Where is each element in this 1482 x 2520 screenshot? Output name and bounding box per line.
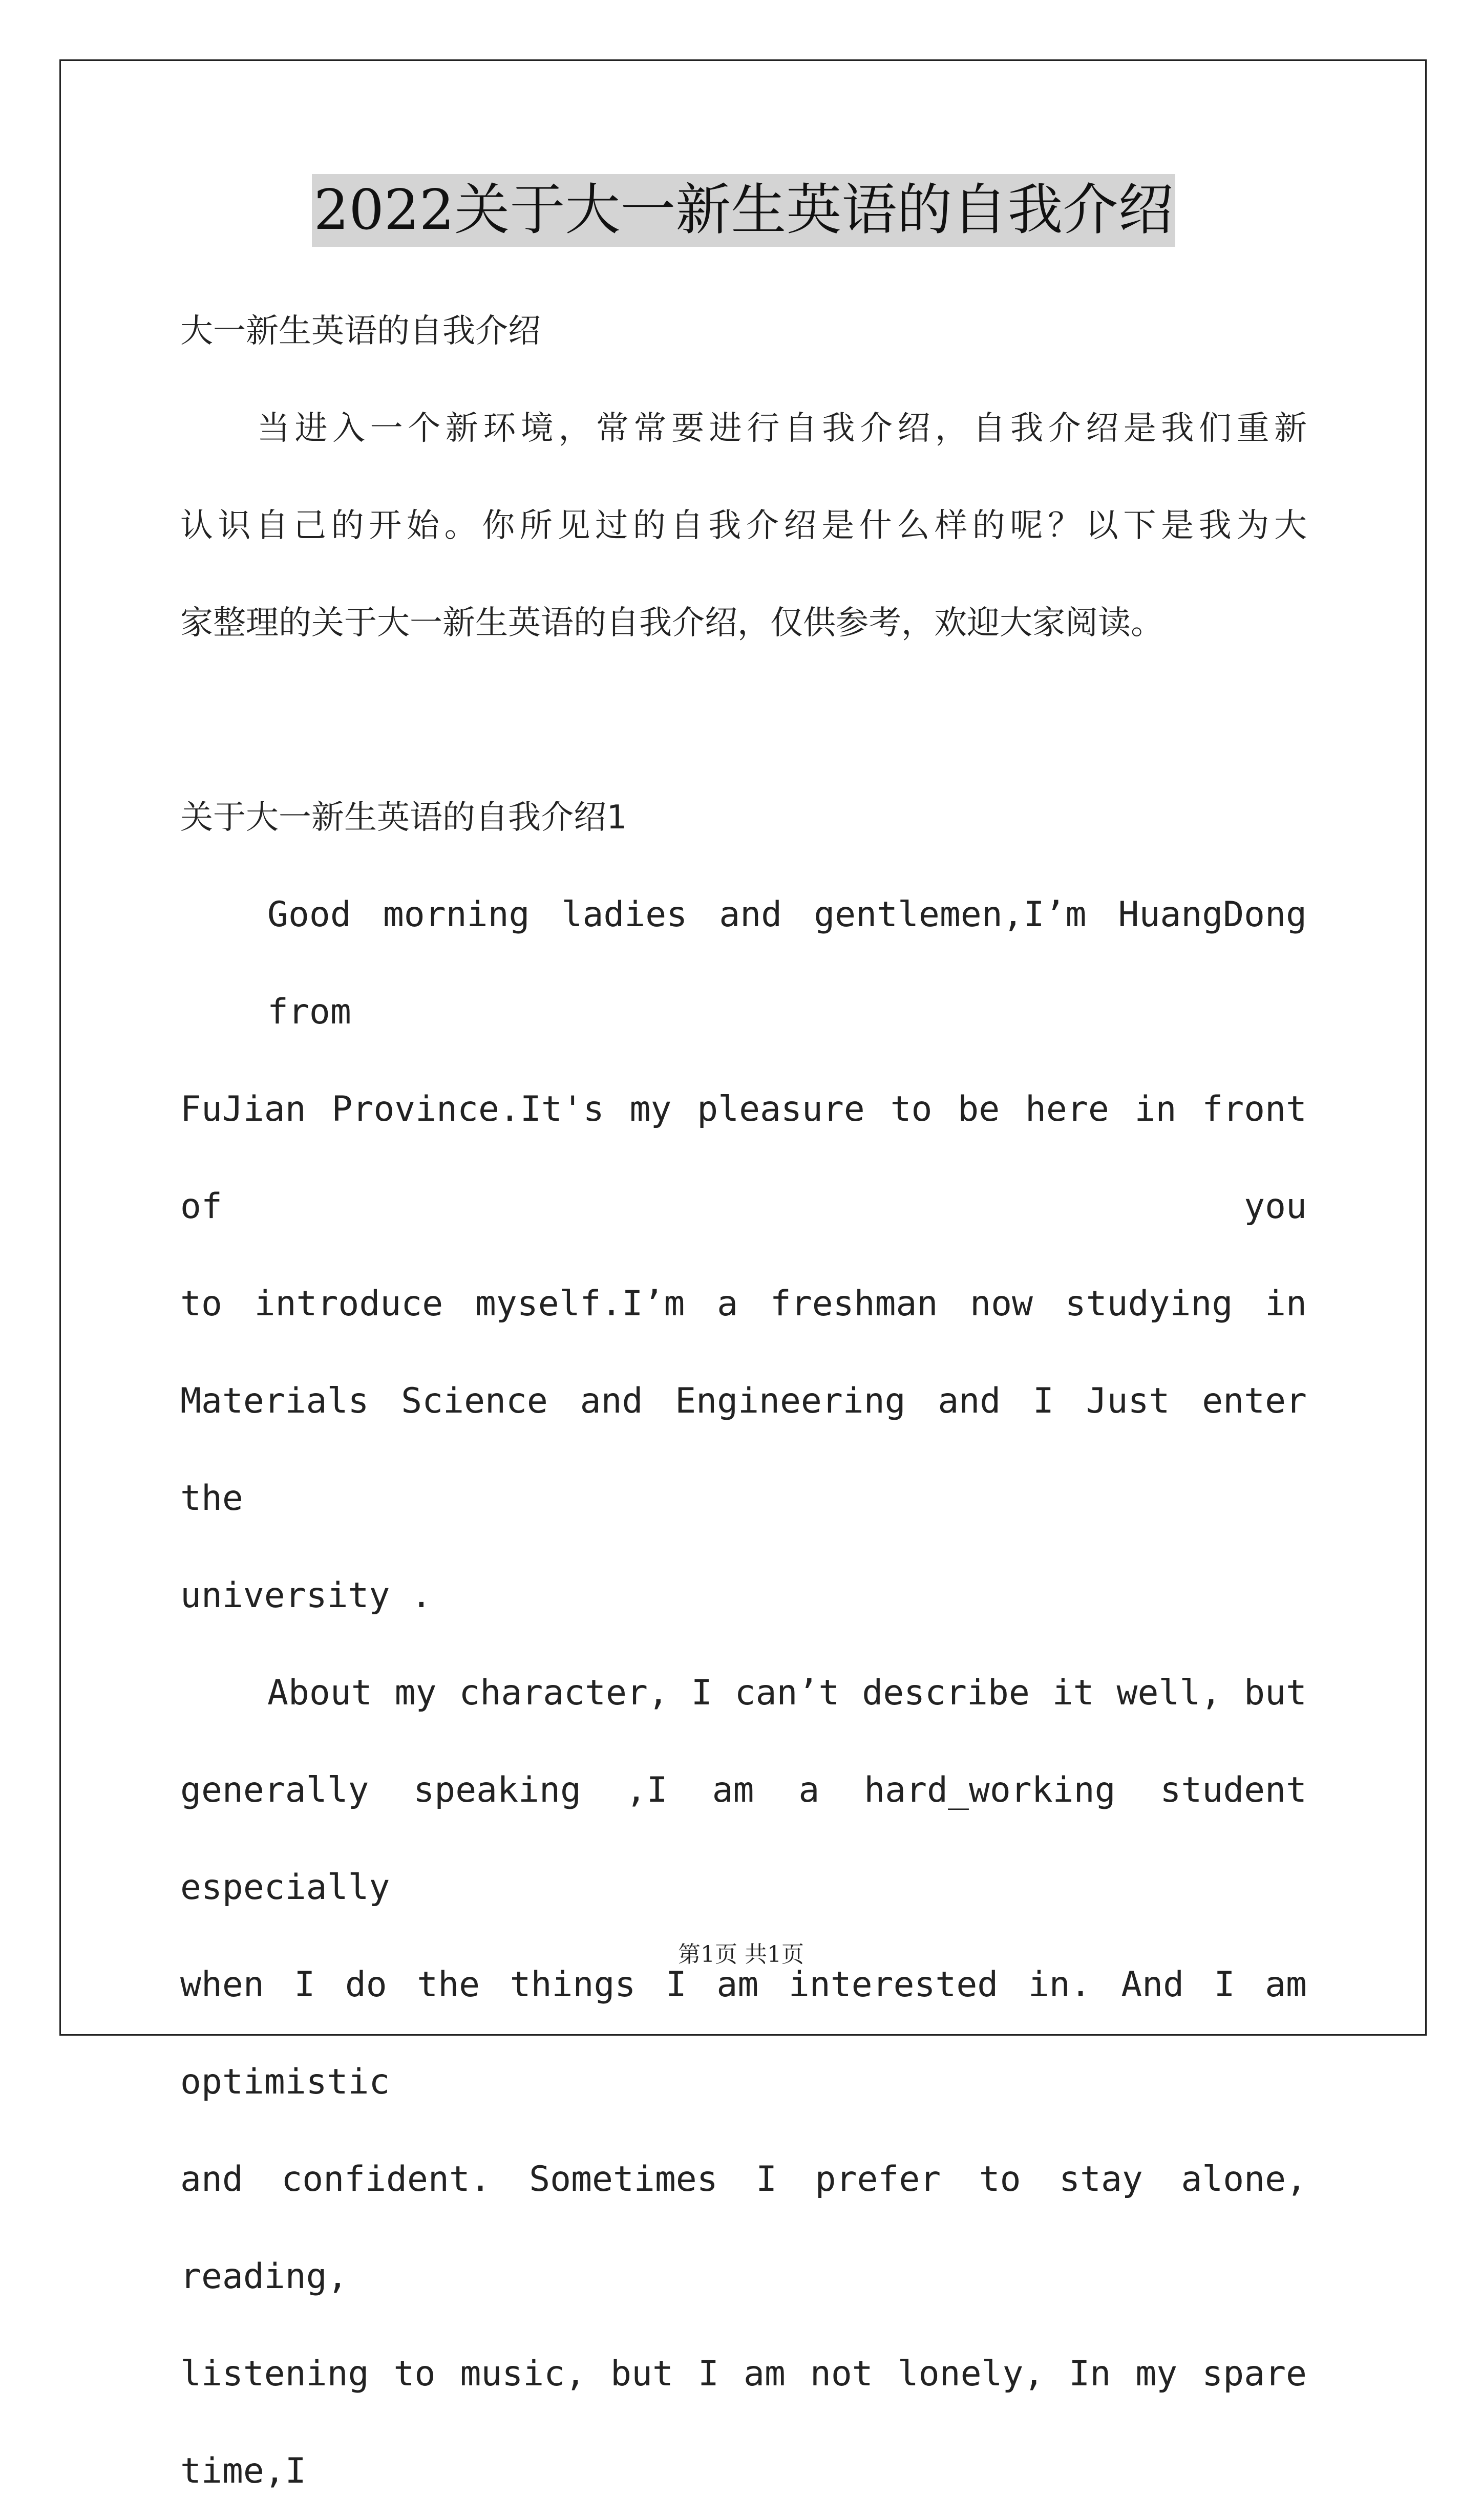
para-2-line-4: and confident. Sometimes I prefer to stay alone, reading, — [180, 2159, 1307, 2297]
paragraph-gap — [180, 672, 1307, 769]
heading: 大一新生英语的自我介绍 — [180, 312, 541, 350]
para-1-line-3: to introduce myself.I’m a freshman now studying in — [180, 1284, 1307, 1324]
para-1-line-5: university . — [180, 1575, 432, 1616]
para-1-line-1: Good morning ladies and gentlemen,I’m HuangDong from — [267, 894, 1307, 1032]
para-2-line-1: About my character, I can’t describe it well, but — [267, 1673, 1307, 1713]
section-1-heading: 关于大一新生英语的自我介绍1 — [180, 799, 626, 837]
document-body — [180, 174, 1307, 2520]
document-title: 2022关于大一新生英语的自我介绍 — [312, 174, 1176, 247]
intro-line-3: 家整理的关于大一新生英语的自我介绍，仅供参考，欢迎大家阅读。 — [180, 604, 1163, 642]
para-2-line-2: generally speaking ,I am a hard_working student especially — [180, 1770, 1307, 1908]
para-2-line-3: when I do the things I am interested in. And I am optimistic — [180, 1964, 1307, 2102]
intro-line-2: 认识自己的开始。你所见过的自我介绍是什么样的呢？以下是我为大 — [180, 507, 1307, 545]
para-2-line-5: listening to music, but I am not lonely, In my spare time,I — [180, 2354, 1307, 2491]
para-1-line-2: FuJian Province.It's my pleasure to be here in front of you — [180, 1089, 1307, 1227]
page-footer — [0, 1939, 1482, 1970]
intro-line-1: 当进入一个新环境，常常要进行自我介绍，自我介绍是我们重新 — [257, 410, 1307, 447]
page-number-text: 第1页 共1页 — [678, 1941, 804, 1968]
title-container — [180, 174, 1307, 247]
para-1-line-4: Materials Science and Engineering and I Just enter the — [180, 1381, 1307, 1519]
